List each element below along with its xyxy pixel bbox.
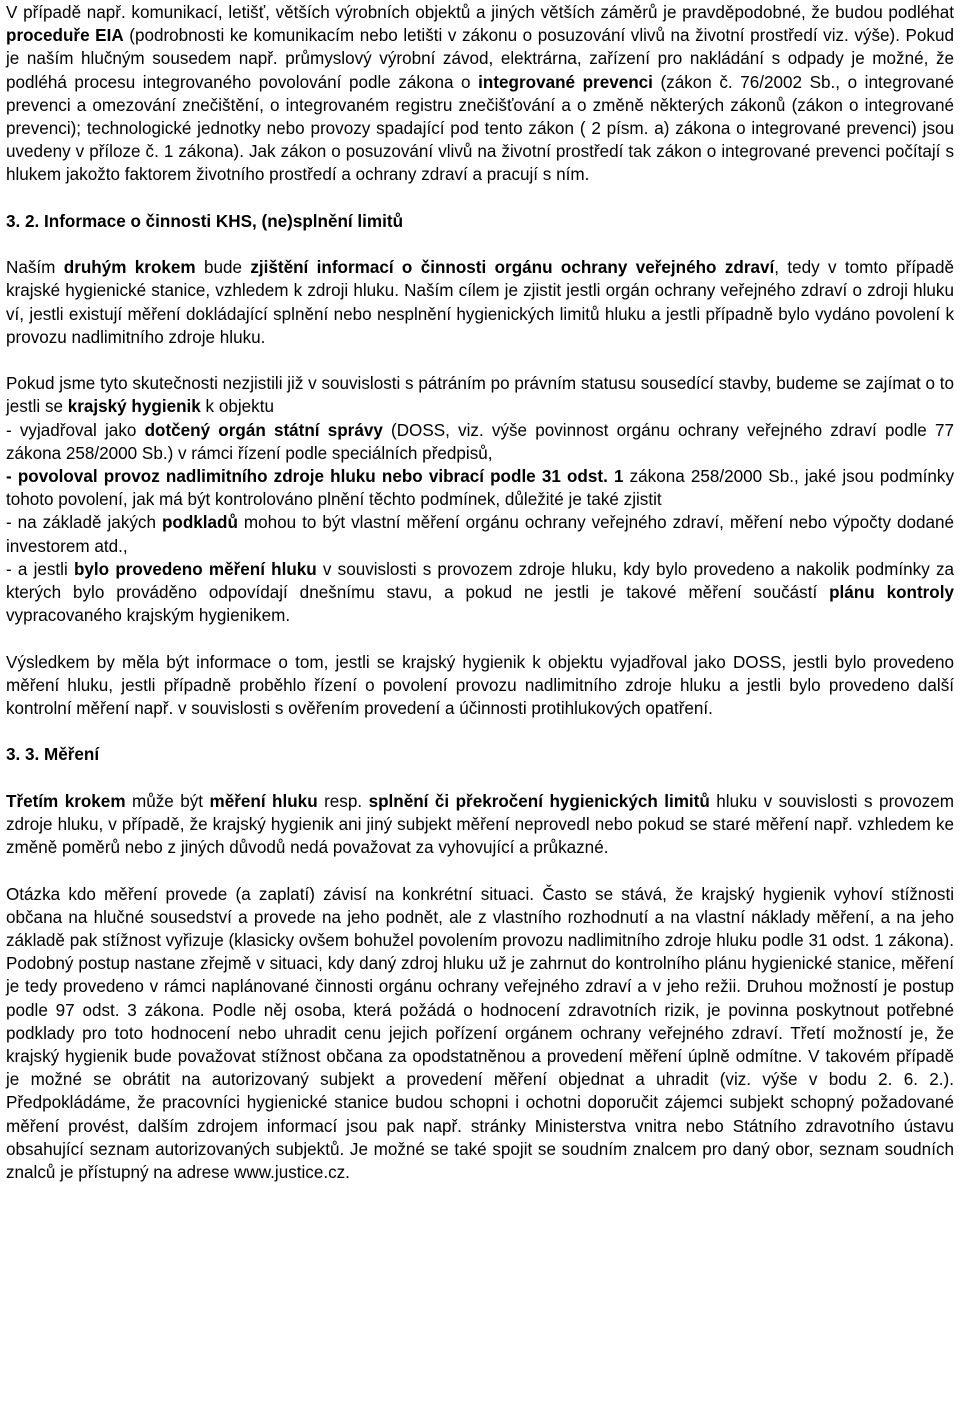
paragraph-gap [6,767,954,790]
paragraph-gap [6,187,954,210]
paragraph-gap [6,859,954,882]
paragraph-gap [6,627,954,650]
section-heading-3-2: 3. 2. Informace o činnosti KHS, (ne)splnění limitů [6,211,404,231]
section-heading-3-3: 3. 3. Měření [6,745,100,765]
paragraph-who-measures: Otázka kdo měření provede (a zaplatí) závisí na konkrétní situaci. Často se stává, že krajský hygienik vyhoví stížnosti občana na hlučné sousedství a provede na jeho podnět, ale z vlastního rozhodnutí a na vlastní náklady měření, a na jeho základě pak stížnost vyřizuje (klasicky ovšem bohužel povolením provozu nadlimitního zdroje hluku podle 31 odst. 1 zákona). Podobný postup nastane zřejmě v situaci, kdy daný zdroj hluku už je zahrnut do kontrolního plánu hygienické stanice, měření je tedy provedeno v rámci naplánované činnosti orgánu ochrany veřejného zdraví a v jeho režii. Druhou možností je postup podle 97 odst. 3 zákona. Podle něj osoba, která požádá o hodnocení zdravotních rizik, je povinna poskytnout potřebné podklady pro toto hodnocení nebo uhradit cenu jejich pořízení orgánem ochrany veřejného zdraví. Třetí možností je, že krajský hygienik bude považovat stížnost občana za opodstatněnou a provedení měření úplně odmítne. V takovém případě je možné se obrátit na autorizovaný subjekt a provedení měření objednat a uhradit (viz. výše v bodu 2. 6. 2.). Předpokládáme, že pracovníci hygienické stanice budou schopni i ochotni doporučit zájemci subjekt schopný požadované měření provést, dalším zdrojem informací jsou pak např. stránky Ministerstva vnitra nebo Státního zdravotního ústavu obsahující seznam autorizovaných subjektů. Je možné se také spojit se soudním znalcem pro daný obor, seznam soudních znalců je přístupný na adrese www.justice.cz. [6,884,954,1183]
paragraph-gap [6,233,954,256]
paragraph-third-step: Třetím krokem může být měření hluku resp. splnění či překročení hygienických limitů hluku v souvislosti s provozem zdroje hluku, v případě, že krajský hygienik ani jiný subjekt měření neprovedl nebo pokud se staré měření např. vzhledem ke změně poměrů nebo z jiných důvodů nedá považovat za vyhovující a průkazné. [6,791,955,858]
paragraph-gap [6,720,954,743]
paragraph-hygienist-checks: Pokud jsme tyto skutečnosti nezjistili již v souvislosti s pátráním po právním statusu sousedící stavby, budeme se zajímat o to jestli se krajský hygienik k objektu - vyjadřoval jako dotčený orgán státní správy (DOSS, viz. výše povinnost orgánu ochrany veřejného zdraví podle 77 zákona 258/2000 Sb.) v rámci řízení podle speciálních předpisů, - povoloval provoz nadlimitního zdroje hluku nebo vibrací podle 31 odst. 1 zákona 258/2000 Sb., jaké jsou podmínky tohoto povolení, jak má být kontrolováno plnění těchto podmínek, důležité je také zjistit - na základě jakých podkladů mohou to být vlastní měření orgánu ochrany veřejného zdraví, měření nebo výpočty dodané investorem atd., - a jestli bylo provedeno měření hluku v souvislosti s provozem zdroje hluku, kdy bylo provedeno a nakolik podmínky za kterých bylo prováděno odpovídají dnešnímu stavu, a pokud ne jestli je takové měření součástí plánu kontroly vypracovaného krajským hygienikem. [6,374,955,626]
paragraph-gap [6,349,954,372]
document-page [0,1,960,1425]
paragraph-second-step: Naším druhým krokem bude zjištění informací o činnosti orgánu ochrany veřejného zdraví, tedy v tomto případě krajské hygienické stanice, vzhledem k zdroji hluku. Naším cílem je zjistit jestli orgán ochrany veřejného zdraví o zdroji hluku ví, jestli existují měření dokládající splnění nebo nesplnění hygienických limitů hluku a jestli případně bylo vydáno povolení k provozu nadlimitního zdroje hluku. [6,258,954,347]
paragraph-eia-ippc: V případě např. komunikací, letišť, větších výrobních objektů a jiných větších záměrů je pravděpodobné, že budou podléhat proceduře EIA (podrobnosti ke komunikacím nebo letišti v zákonu o posuzování vlivů na životní prostředí viz. výše). Pokud je naším hlučným sousedem např. průmyslový výrobní závod, elektrárna, zařízení pro nakládání s odpady je možné, že podléhá procesu integrovaného povolování podle zákona o integrované prevenci (zákon č. 76/2002 Sb., o integrované prevenci a omezování znečištění, o integrovaném registru znečišťování a o změně některých zákonů (zákon o integrované prevenci); technologické jednotky nebo provozy spadající pod tento zákon ( 2 písm. a) zákona o integrované prevenci) jsou uvedeny v příloze č. 1 zákona). Jak zákon o posuzování vlivů na životní prostředí tak zákon o integrované prevenci počítají s hlukem jakožto faktorem životního prostředí a ochrany zdraví a pracují s ním. [6,3,954,185]
paragraph-result: Výsledkem by měla být informace o tom, jestli se krajský hygienik k objektu vyjadřoval jako DOSS, jestli bylo provedeno měření hluku, jestli případně proběhlo řízení o povolení provozu nadlimitního zdroje hluku a jestli bylo provedeno další kontrolní měření např. v souvislosti s ověřením provedení a účinnosti protihlukových opatření. [6,652,954,719]
